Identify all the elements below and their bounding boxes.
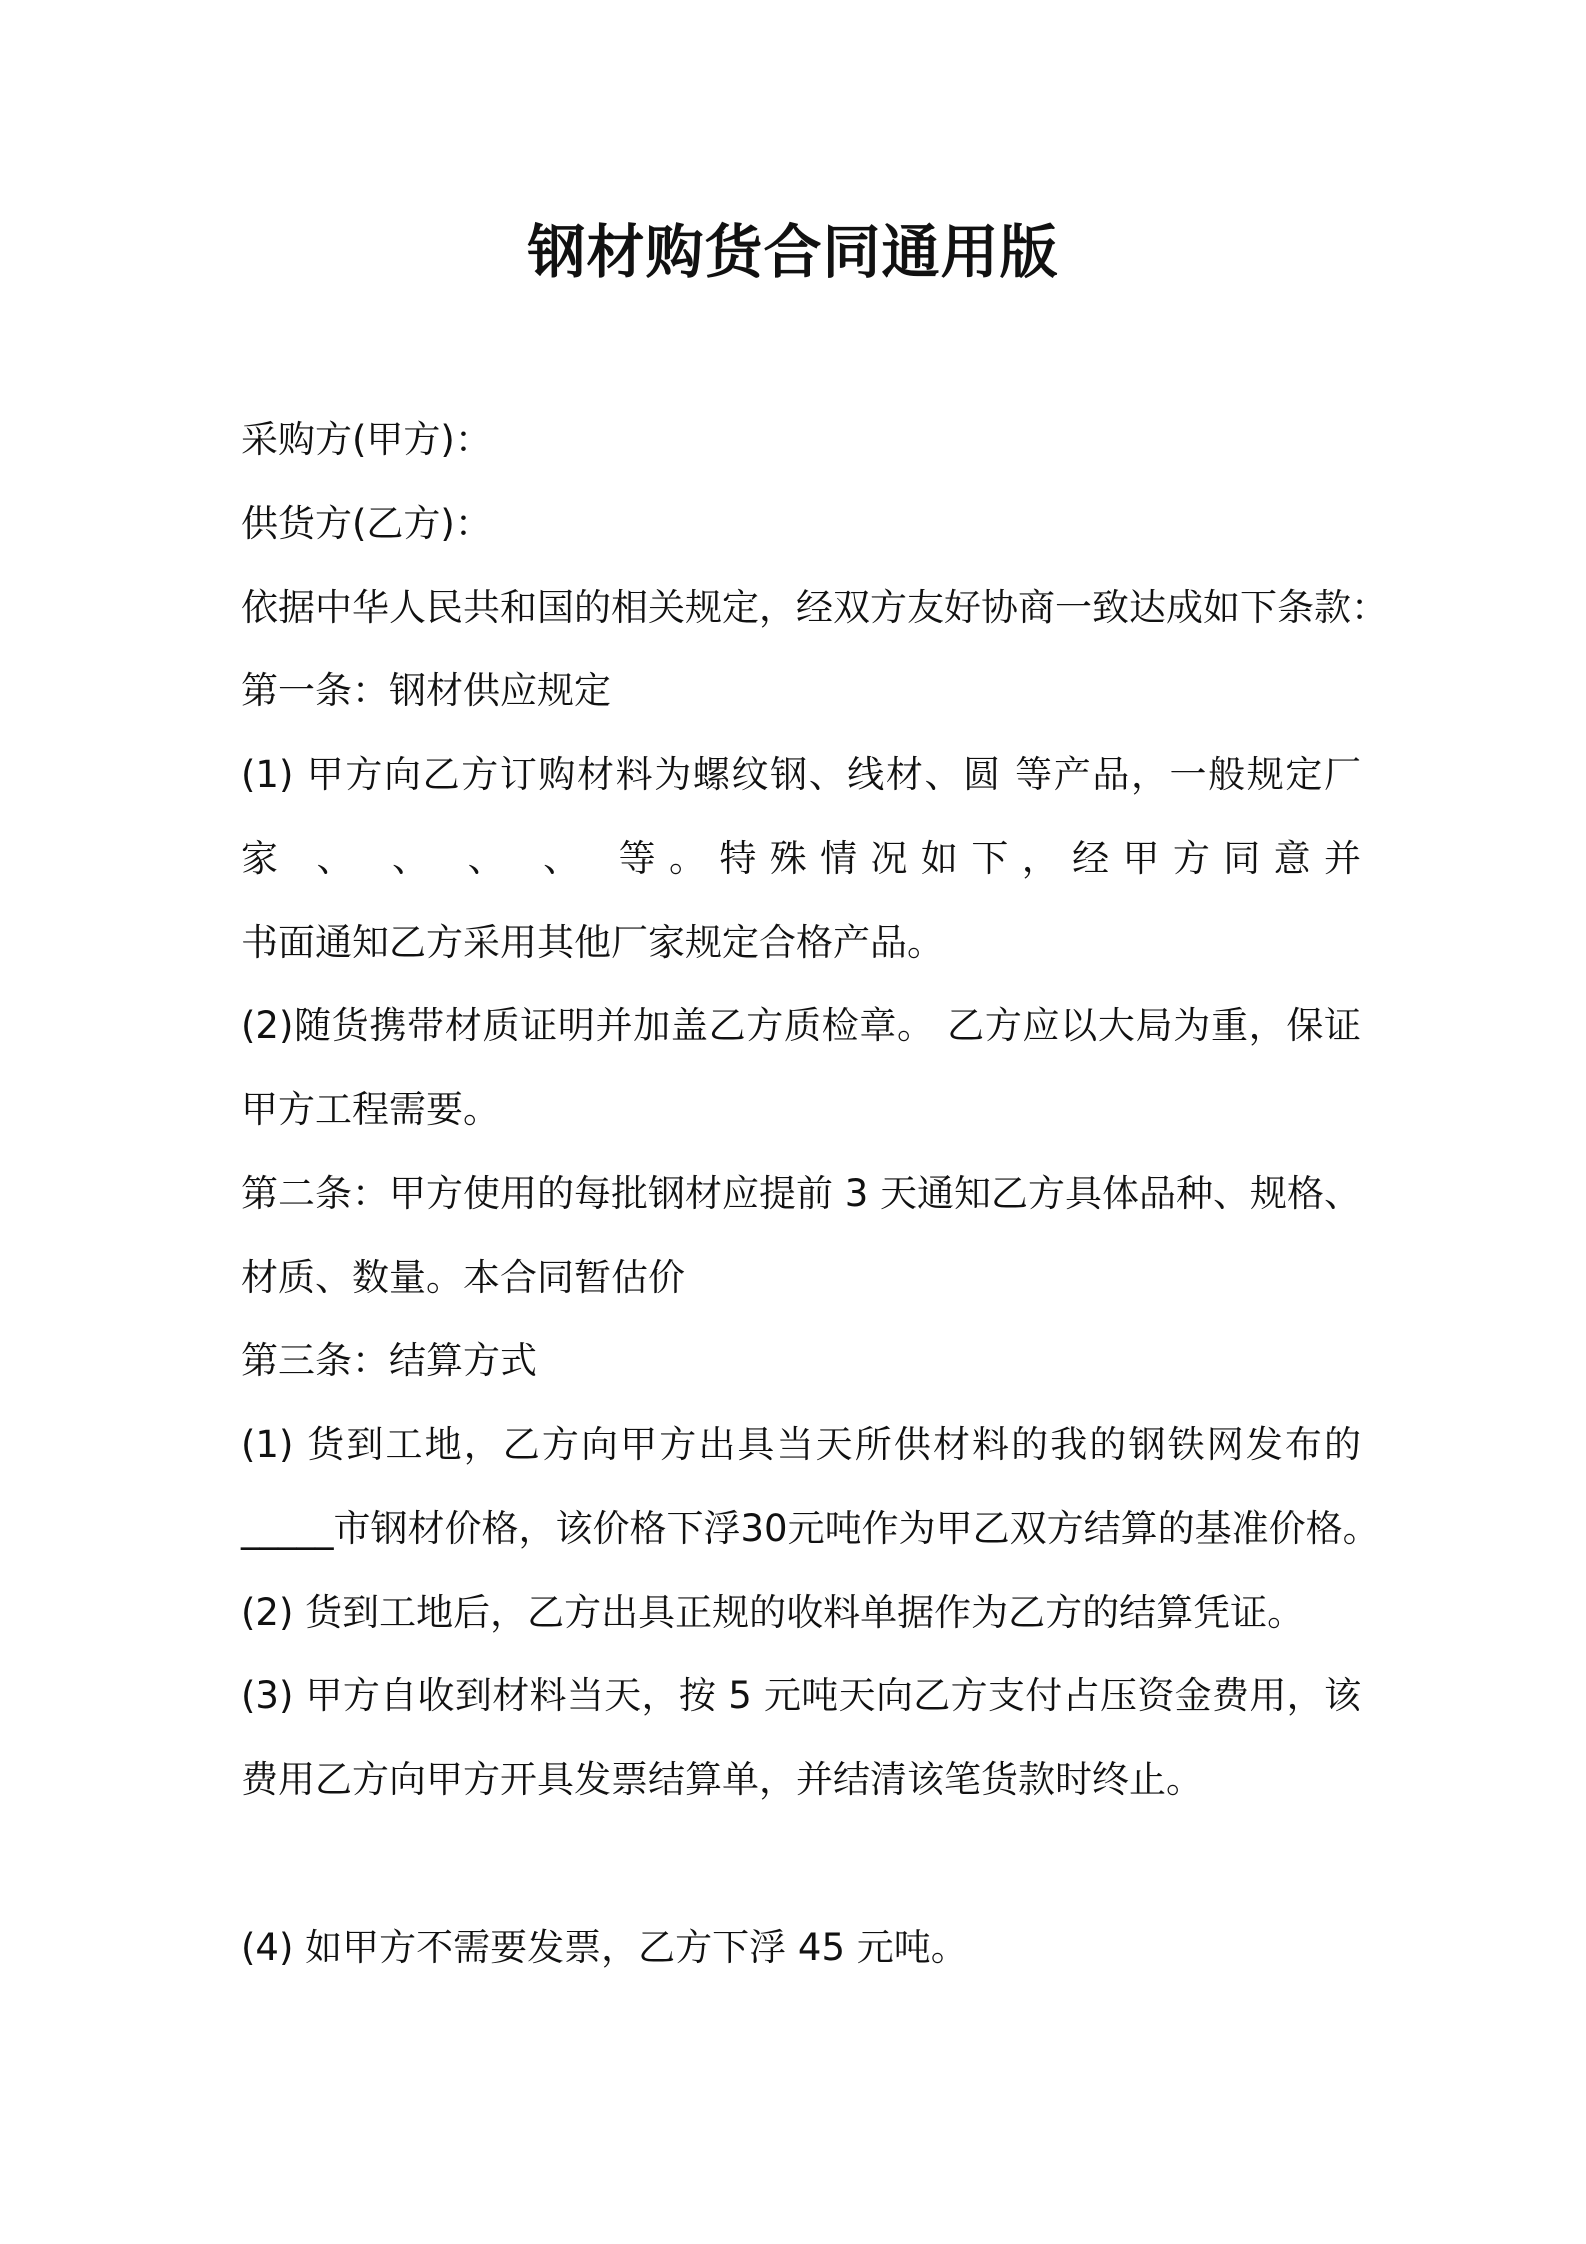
text-line-article-1-item-2b: 甲方工程需要。 xyxy=(241,1088,500,1131)
text-line-article-3-item-1a: (1) 货到工地，乙方向甲方出具当天所供材料的我的钢铁网发布的 xyxy=(241,1423,1361,1466)
text-line-article-3-item-2: (2) 货到工地后，乙方出具正规的收料单据作为乙方的结算凭证。 xyxy=(241,1591,1305,1634)
text-line-article-3-item-4: (4) 如甲方不需要发票，乙方下浮 45 元吨。 xyxy=(241,1926,968,1969)
text-line-article-1-heading: 第一条：钢材供应规定 xyxy=(241,669,611,712)
text-line-article-1-item-1b: 家 、 、 、 、 等。特殊情况如下，经甲方同意并 xyxy=(241,837,1361,880)
text-line-purchaser: 采购方(甲方)： xyxy=(241,418,492,461)
text-line-supplier: 供货方(乙方)： xyxy=(241,502,492,545)
text-line-article-2b: 材质、数量。本合同暂估价 xyxy=(241,1256,685,1299)
text-line-article-1-item-1c: 书面通知乙方采用其他厂家规定合格产品。 xyxy=(241,921,944,964)
text-line-preamble: 依据中华人民共和国的相关规定，经双方友好协商一致达成如下条款： xyxy=(241,586,1388,629)
text-line-article-1-item-1a: (1) 甲方向乙方订购材料为螺纹钢、线材、圆 等产品，一般规定厂 xyxy=(241,753,1361,796)
text-line-article-3-heading: 第三条：结算方式 xyxy=(241,1339,537,1382)
document-title: 钢材购货合同通用版 xyxy=(527,218,1059,286)
text-line-article-3-item-3a: (3) 甲方自收到材料当天，按 5 元吨天向乙方支付占压资金费用，该 xyxy=(241,1674,1361,1717)
text-line-article-3-item-3b: 费用乙方向甲方开具发票结算单，并结清该笔货款时终止。 xyxy=(241,1758,1203,1801)
text-line-article-3-item-1b: _____市钢材价格，该价格下浮30元吨作为甲乙双方结算的基准价格。 xyxy=(241,1507,1380,1550)
text-line-article-2a: 第二条：甲方使用的每批钢材应提前 3 天通知乙方具体品种、规格、 xyxy=(241,1172,1362,1215)
text-line-article-1-item-2a: (2)随货携带材质证明并加盖乙方质检章。 乙方应以大局为重，保证 xyxy=(241,1004,1361,1047)
